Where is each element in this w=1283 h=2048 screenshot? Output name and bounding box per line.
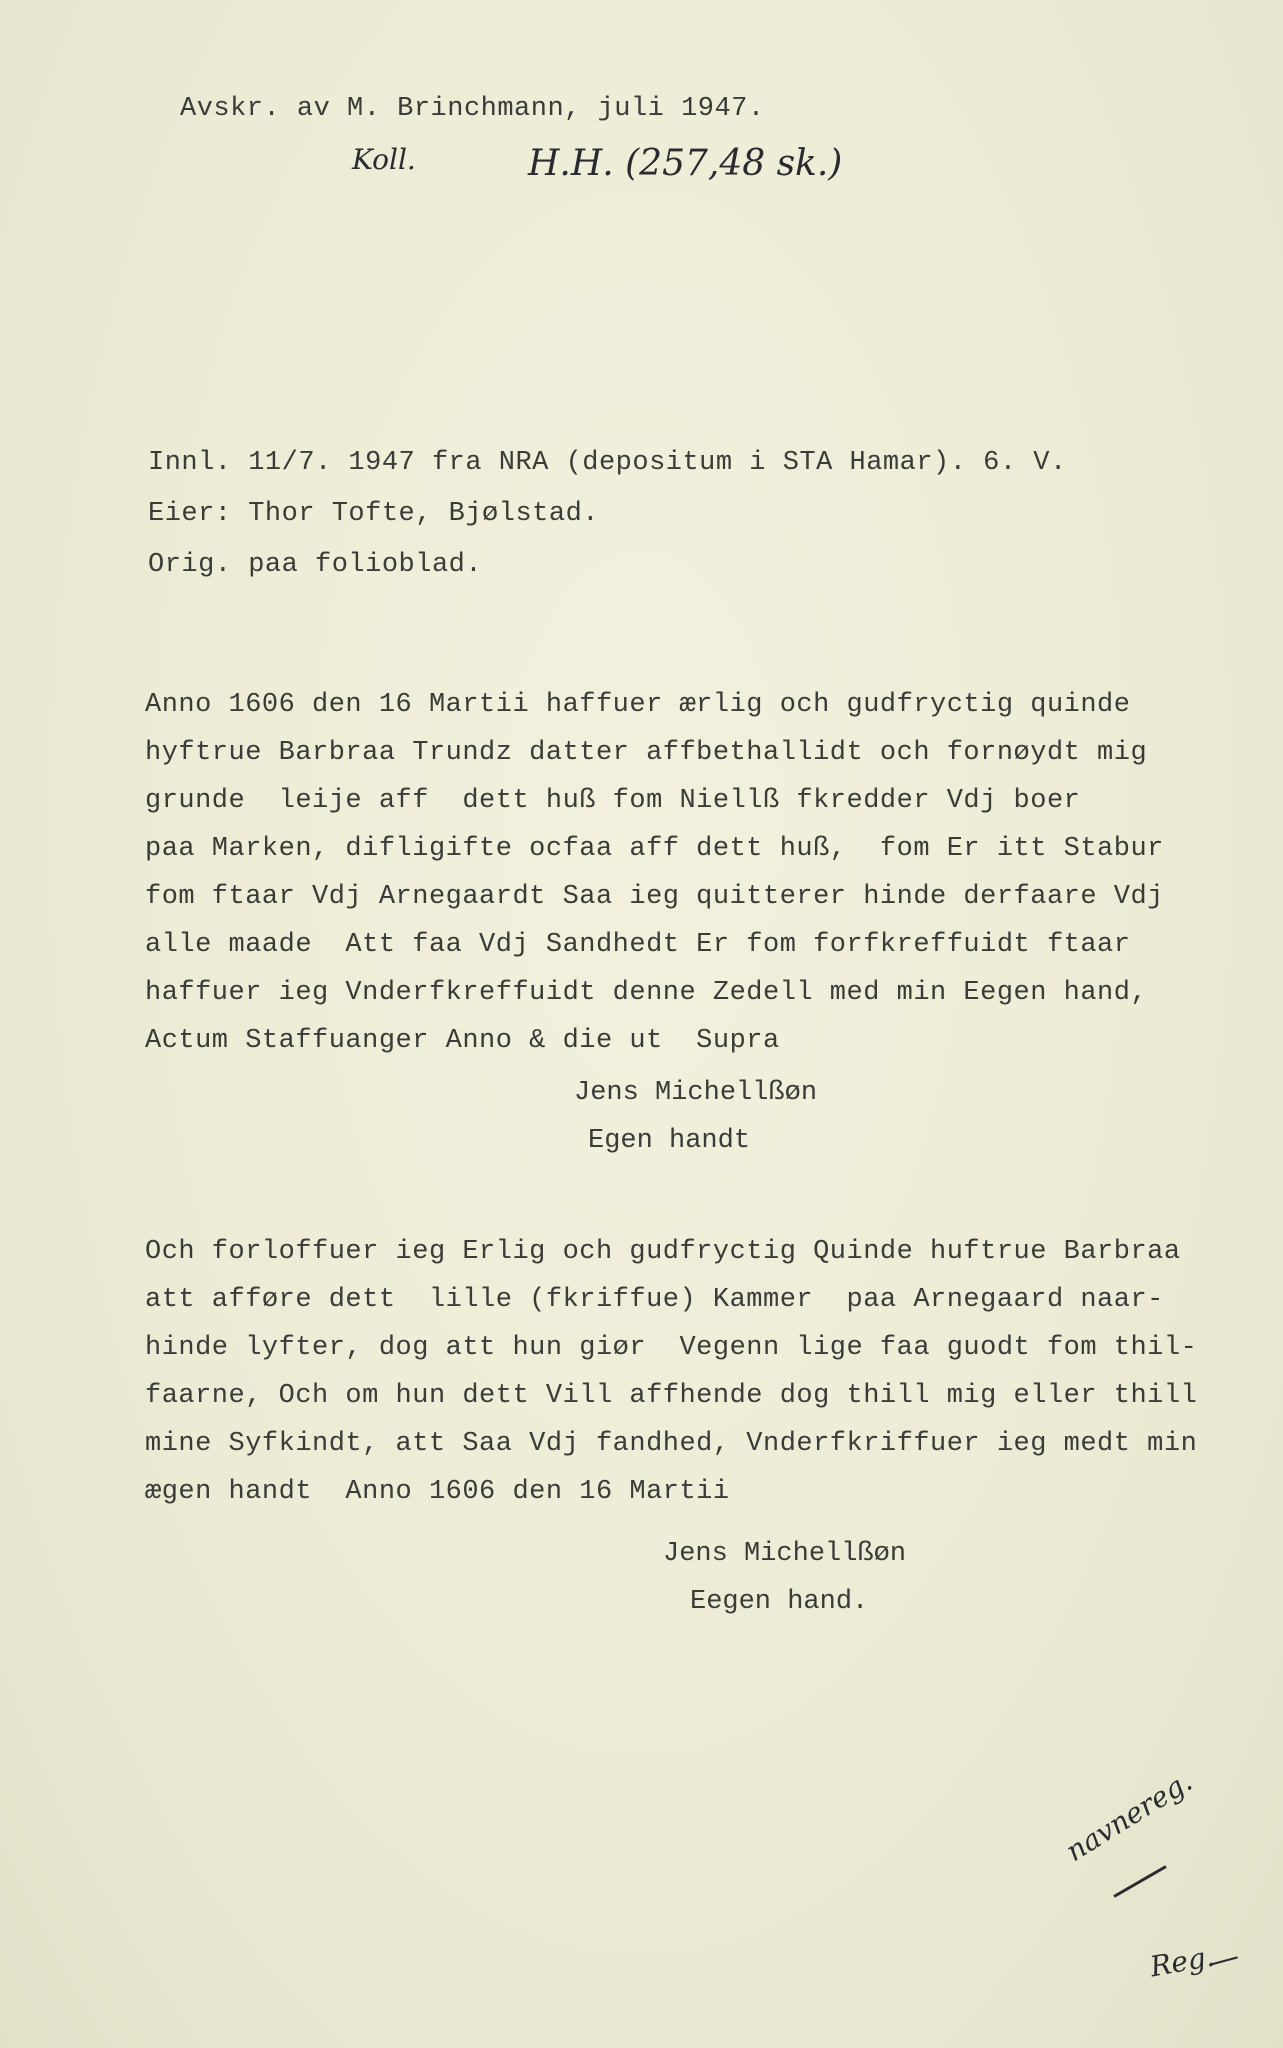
handwritten-koll-note: Koll. xyxy=(352,143,416,176)
receipt-line-3: Orig. paa folioblad. xyxy=(148,550,483,580)
margin-note-reg: Reg. xyxy=(1147,1939,1217,1984)
doc1-line-5: fom ftaar Vdj Arnegaardt Saa ieg quitterer hinde derfaare Vdj xyxy=(145,882,1164,912)
doc2-line-6: ægen handt Anno 1606 den 16 Martii xyxy=(145,1477,730,1507)
doc2-line-2: att afføre dett lille (fkriffue) Kammer paa Arnegaard naar- xyxy=(145,1285,1164,1315)
doc1-line-1: Anno 1606 den 16 Martii haffuer ærlig och gudfryctig quinde xyxy=(145,690,1131,720)
margin-note-navnereg: navnereg. xyxy=(1060,1764,1198,1868)
doc2-line-4: faarne, Och om hun dett Vill affhende dog thill mig eller thill xyxy=(145,1381,1198,1411)
doc1-signature-name: Jens Michellßøn xyxy=(574,1078,818,1108)
doc1-line-2: hyftrue Barbraa Trundz datter affbethallidt och fornøydt mig xyxy=(145,738,1148,768)
doc2-line-1: Och forloffuer ieg Erlig och gudfryctig Quinde huftrue Barbraa xyxy=(145,1237,1181,1267)
doc2-line-5: mine Syfkindt, att Saa Vdj fandhed, Vnderfkriffuer ieg medt min xyxy=(145,1429,1198,1459)
handwritten-reference-note: H.H. (257,48 sk.) xyxy=(528,143,843,184)
receipt-line-2: Eier: Thor Tofte, Bjølstad. xyxy=(148,499,599,529)
doc1-line-7: haffuer ieg Vnderfkreffuidt denne Zedell med min Eegen hand, xyxy=(145,978,1148,1008)
doc2-signature-name: Jens Michellßøn xyxy=(663,1539,907,1569)
doc1-line-4: paa Marken, difligifte ocfaa aff dett huß, fom Er itt Stabur xyxy=(145,834,1164,864)
doc2-signature-note: Eegen hand. xyxy=(690,1587,869,1617)
transcription-note: Avskr. av M. Brinchmann, juli 1947. xyxy=(180,94,765,124)
doc1-signature-note: Egen handt xyxy=(588,1126,751,1156)
doc1-line-6: alle maade Att faa Vdj Sandhedt Er fom forfkreffuidt ftaar xyxy=(145,930,1131,960)
margin-note-stroke xyxy=(1113,1865,1166,1898)
receipt-line-1: Innl. 11/7. 1947 fra NRA (depositum i STA Hamar). 6. V. xyxy=(148,448,1067,478)
doc1-line-8: Actum Staffuanger Anno & die ut Supra xyxy=(145,1026,780,1056)
doc2-line-3: hinde lyfter, dog att hun giør Vegenn lige faa guodt fom thil- xyxy=(145,1333,1198,1363)
doc1-line-3: grunde leije aff dett huß fom Niellß fkredder Vdj boer xyxy=(145,786,1081,816)
